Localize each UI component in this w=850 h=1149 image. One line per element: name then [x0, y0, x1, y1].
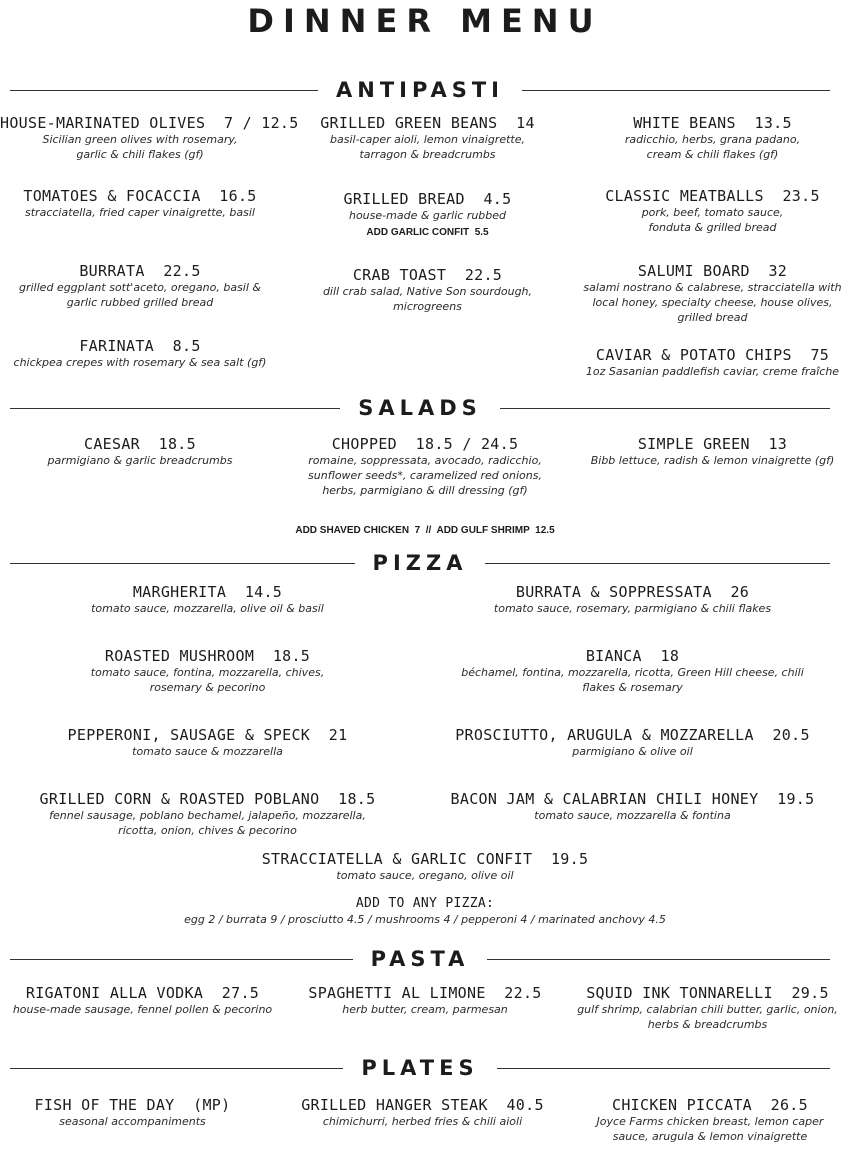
menu-item — [575, 262, 850, 325]
divider-line — [10, 408, 340, 409]
menu-item — [425, 790, 840, 823]
item-description: stracciatella, fried caper vinaigrette, basil — [25, 206, 255, 219]
menu-item — [0, 114, 299, 162]
salad-protein-addon: ADD SHAVED CHICKEN 7 // ADD GULF SHRIMP 12.5 — [295, 525, 555, 536]
item-name: BURRATA 22.5 — [79, 262, 201, 280]
section-header-antipasti — [10, 77, 830, 103]
section-title: SALADS — [358, 396, 482, 420]
menu-item — [285, 984, 565, 1017]
item-name: CLASSIC MEATBALLS 23.5 — [605, 187, 820, 205]
section-header-pasta — [10, 946, 830, 972]
section-header-pizza — [10, 550, 830, 576]
item-name: RIGATONI ALLA VODKA 27.5 — [25, 984, 260, 1002]
item-name: SPAGHETTI AL LIMONE 22.5 — [308, 984, 542, 1002]
menu-item — [0, 647, 415, 695]
divider-line — [497, 1068, 830, 1069]
item-description: chickpea crepes with rosemary & sea salt (gf) — [13, 356, 267, 369]
item-name: CHICKEN PICCATA 26.5 — [612, 1096, 808, 1114]
item-description: tomato sauce, fontina, mozzarella, chives, rosemary & pecorino — [90, 666, 325, 694]
item-name: SQUID INK TONNARELLI 29.5 — [586, 984, 829, 1002]
item-name: FARINATA 8.5 — [79, 337, 201, 355]
divider-line — [522, 90, 830, 91]
item-description: parmigiano & garlic breadcrumbs — [47, 454, 233, 467]
menu-item — [285, 190, 570, 240]
pizza-addon-list: egg 2 / burrata 9 / prosciutto 4.5 / mushrooms 4 / pepperoni 4 / marinated anchovy 4.5 — [184, 913, 666, 926]
item-name: PROSCIUTTO, ARUGULA & MOZZARELLA 20.5 — [455, 726, 810, 744]
divider-line — [10, 959, 353, 960]
item-name: WHITE BEANS 13.5 — [633, 114, 792, 132]
section-title: PIZZA — [372, 551, 468, 575]
divider-line — [500, 408, 830, 409]
item-name: HOUSE-MARINATED OLIVES 7 / 12.5 — [0, 114, 299, 132]
item-description: tomato sauce, oregano, olive oil — [336, 869, 514, 882]
item-description: parmigiano & olive oil — [572, 745, 693, 758]
item-description: tomato sauce, rosemary, parmigiano & chili flakes — [493, 602, 772, 615]
item-name: TOMATOES & FOCACCIA 16.5 — [23, 187, 257, 205]
menu-item — [0, 850, 850, 883]
item-description: chimichurri, herbed fries & chili aioli — [322, 1115, 523, 1128]
menu-title: DINNER MENU — [247, 2, 603, 40]
item-description: Sicilian green olives with rosemary, garlic & chili flakes (gf) — [42, 133, 238, 161]
item-description: herb butter, cream, parmesan — [342, 1003, 508, 1016]
item-description: seasonal accompaniments — [59, 1115, 206, 1128]
item-description: Bibb lettuce, radish & lemon vinaigrette (gf) — [590, 454, 835, 467]
item-description: house-made & garlic rubbed — [348, 209, 507, 222]
item-name: CRAB TOAST 22.5 — [352, 266, 503, 284]
divider-line — [485, 563, 830, 564]
item-name: SIMPLE GREEN 13 — [637, 435, 788, 453]
item-description: romaine, soppressata, avocado, radicchio, sunflower seeds*, caramelized red onions, herbs, parmigiano & dill dressing (gf) — [308, 454, 542, 497]
item-description: béchamel, fontina, mozzarella, ricotta, Green Hill cheese, chili flakes & rosemary — [461, 666, 804, 694]
menu-item — [565, 984, 850, 1032]
section-header-plates — [10, 1055, 830, 1081]
item-description: grilled eggplant sott'aceto, oregano, basil & garlic rubbed grilled bread — [19, 281, 261, 309]
menu-item — [0, 435, 280, 468]
divider-line — [10, 90, 318, 91]
item-name: FISH OF THE DAY (MP) — [34, 1096, 231, 1114]
item-description: gulf shrimp, calabrian chili butter, garlic, onion, herbs & breadcrumbs — [577, 1003, 838, 1031]
menu-item — [285, 435, 565, 498]
section-title: ANTIPASTI — [336, 78, 504, 102]
item-name: PEPPERONI, SAUSAGE & SPECK 21 — [67, 726, 348, 744]
item-description: Joyce Farms chicken breast, lemon caper sauce, arugula & lemon vinaigrette — [596, 1115, 824, 1143]
item-description: dill crab salad, Native Son sourdough, microgreens — [322, 285, 533, 313]
pizza-addons — [0, 896, 850, 927]
menu-item — [285, 1096, 560, 1129]
item-name: BURRATA & SOPPRESSATA 26 — [515, 583, 750, 601]
item-description: house-made sausage, fennel pollen & pecorino — [12, 1003, 273, 1016]
garlic-confit-addon: ADD GARLIC CONFIT 5.5 — [366, 227, 489, 238]
section-header-salads — [10, 395, 830, 421]
menu-item — [575, 187, 850, 235]
item-description: radicchio, herbs, grana padano, cream & chili flakes (gf) — [624, 133, 801, 161]
item-name: MARGHERITA 14.5 — [132, 583, 283, 601]
item-name: BACON JAM & CALABRIAN CHILI HONEY 19.5 — [450, 790, 815, 808]
menu-item — [425, 583, 840, 616]
item-name: STRACCIATELLA & GARLIC CONFIT 19.5 — [261, 850, 589, 868]
item-description: tomato sauce, mozzarella, olive oil & basil — [91, 602, 324, 615]
item-name: SALUMI BOARD 32 — [637, 262, 788, 280]
menu-item — [0, 262, 280, 310]
menu-item — [0, 583, 415, 616]
section-title: PLATES — [361, 1056, 479, 1080]
item-description: salami nostrano & calabrese, stracciatella with local honey, specialty cheese, house olives, grilled bread — [583, 281, 842, 324]
menu-item — [0, 790, 415, 838]
item-name: GRILLED HANGER STEAK 40.5 — [301, 1096, 544, 1114]
item-description: tomato sauce & mozzarella — [132, 745, 283, 758]
menu-item — [575, 435, 850, 468]
pizza-addon-title: ADD TO ANY PIZZA: — [355, 896, 495, 911]
menu-item — [575, 346, 850, 379]
item-name: BIANCA 18 — [585, 647, 680, 665]
divider-line — [10, 563, 355, 564]
item-name: GRILLED BREAD 4.5 — [343, 190, 512, 208]
item-name: CAESAR 18.5 — [84, 435, 196, 453]
item-name: GRILLED CORN & ROASTED POBLANO 18.5 — [39, 790, 376, 808]
menu-item — [0, 726, 415, 759]
item-name: ROASTED MUSHROOM 18.5 — [104, 647, 311, 665]
item-description: tomato sauce, mozzarella & fontina — [534, 809, 731, 822]
menu-item — [0, 187, 280, 220]
divider-line — [10, 1068, 343, 1069]
menu-item — [575, 1096, 845, 1144]
item-description: fennel sausage, poblano bechamel, jalapeño, mozzarella, ricotta, onion, chives & pecorino — [49, 809, 366, 837]
menu-item — [575, 114, 850, 162]
item-name: CHOPPED 18.5 / 24.5 — [331, 435, 519, 453]
menu-item — [285, 114, 570, 162]
menu-item — [0, 1096, 265, 1129]
divider-line — [487, 959, 830, 960]
item-name: GRILLED GREEN BEANS 14 — [320, 114, 535, 132]
menu-item — [425, 726, 840, 759]
item-description: 1oz Sasanian paddlefish caviar, creme fraîche — [585, 365, 840, 378]
menu-item — [425, 647, 840, 695]
menu-item — [285, 266, 570, 314]
item-description: pork, beef, tomato sauce, fonduta & grilled bread — [641, 206, 784, 234]
menu-item — [0, 984, 285, 1017]
menu-item — [0, 337, 280, 370]
item-name: CAVIAR & POTATO CHIPS 75 — [595, 346, 830, 364]
item-description: basil-caper aioli, lemon vinaigrette, tarragon & breadcrumbs — [330, 133, 525, 161]
section-title: PASTA — [370, 947, 470, 971]
